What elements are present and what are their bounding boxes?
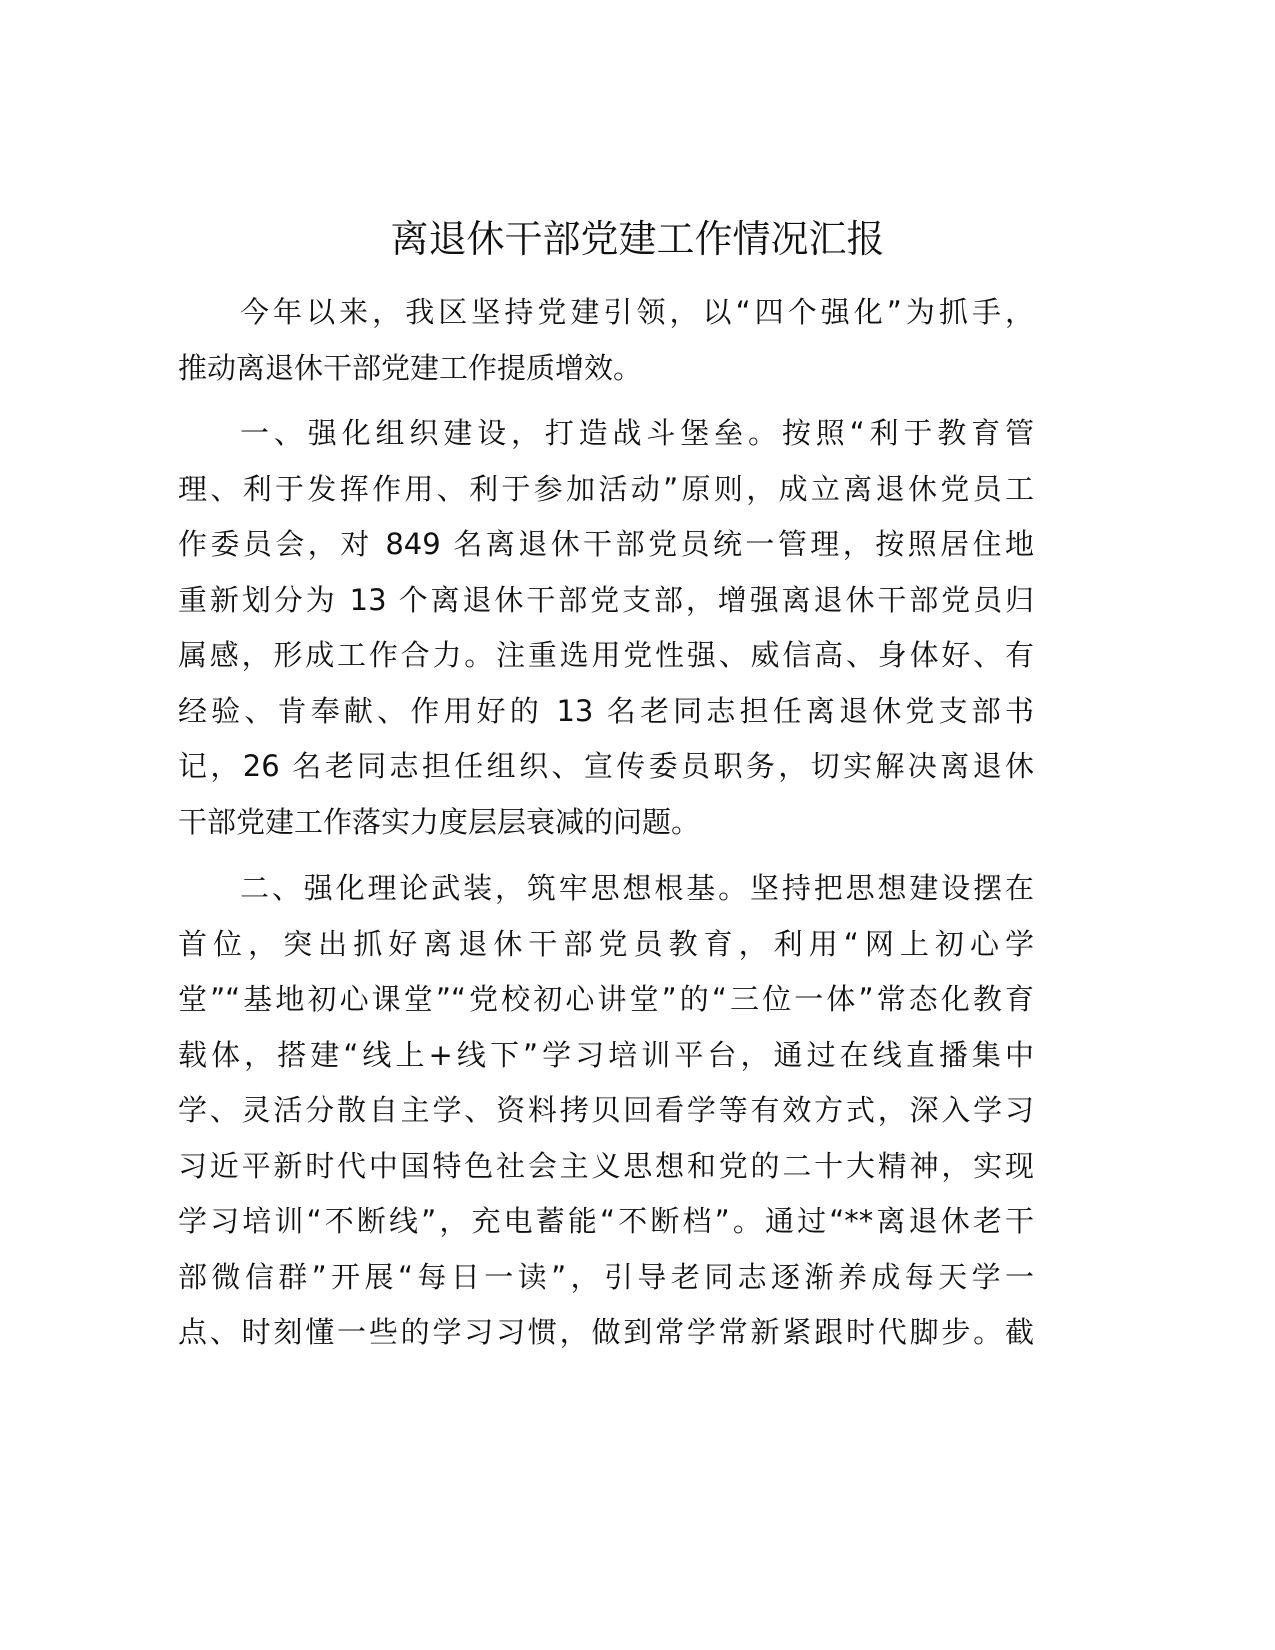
text-line: 堂”“基地初心课堂”“党校初心讲堂”的“三位一体”常态化教育 [178, 982, 1034, 1016]
text-line: 载体，搭建“线上+线下”学习培训平台，通过在线直播集中 [178, 1037, 1034, 1072]
text-line: 学、灵活分散自主学、资料拷贝回看学等有效方式，深入学习 [178, 1093, 1034, 1127]
text-line: 推动离退休干部党建工作提质增效。 [178, 350, 643, 385]
text-line: 记，26 名老同志担任组织、宣传委员职务，切实解决离退休 [178, 749, 1034, 783]
text-line: 部微信群”开展“每日一读”，引导老同志逐渐养成每天学一 [178, 1259, 1034, 1294]
text-line: 今年以来，我区坚持党建引领，以“四个强化”为抓手， [240, 295, 1034, 329]
text-line: 作委员会，对 849 名离退休干部党员统一管理，按照居住地 [178, 527, 1034, 561]
text-line: 二、强化理论武装，筑牢思想根基。坚持把思想建设摆在 [240, 871, 1034, 905]
text-line: 经验、肯奉献、作用好的 13 名老同志担任离退休党支部书 [178, 693, 1034, 728]
text-line: 属感，形成工作合力。注重选用党性强、威信高、身体好、有 [178, 638, 1034, 672]
paragraph-organization [178, 406, 1034, 850]
text-line: 干部党建工作落实力度层层衰减的问题。 [178, 804, 701, 839]
text-line: 习近平新时代中国特色社会主义思想和党的二十大精神，实现 [178, 1148, 1034, 1183]
text-line: 首位，突出抓好离退休干部党员教育，利用“网上初心学 [178, 926, 1034, 961]
paragraph-theory [178, 861, 1034, 1361]
paragraph-intro [178, 285, 1034, 396]
text-line: 一、强化组织建设，打造战斗堡垒。按照“利于教育管 [240, 416, 1034, 450]
document-title: 离退休干部党建工作情况汇报 [390, 217, 885, 261]
text-line: 重新划分为 13 个离退休干部党支部，增强离退休干部党员归 [178, 582, 1034, 617]
text-line: 学习培训“不断线”，充电蓄能“不断档”。通过“**离退休老干 [178, 1204, 1034, 1238]
text-line: 理、利于发挥作用、利于参加活动”原则，成立离退休党员工 [178, 471, 1034, 506]
text-line: 点、时刻懂一些的学习习惯，做到常学常新紧跟时代脚步。截 [178, 1315, 1034, 1349]
